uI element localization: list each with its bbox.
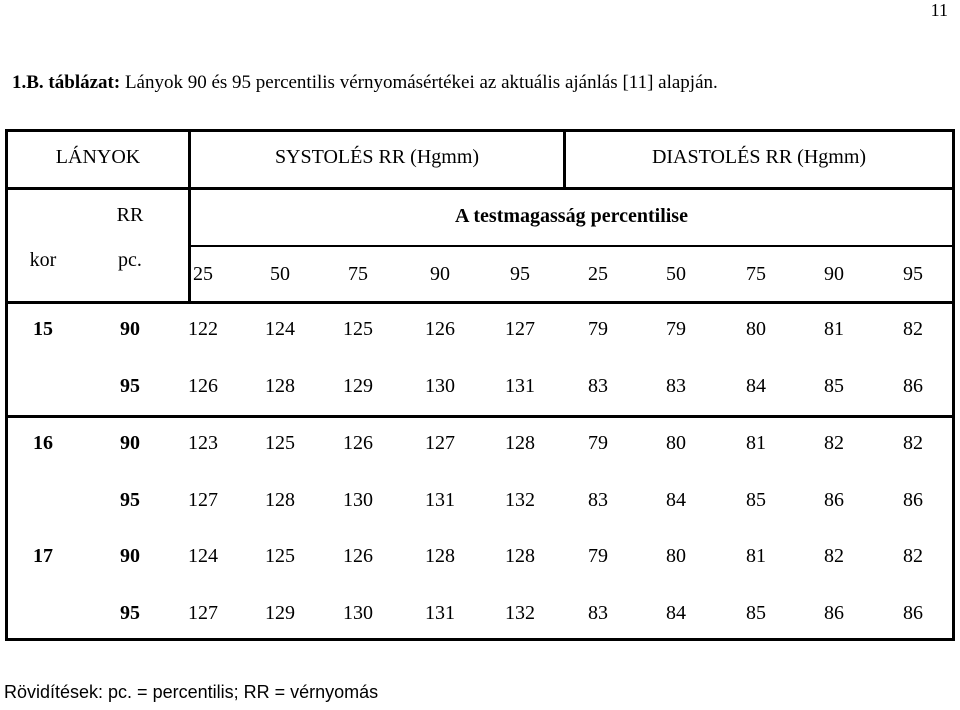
diastolic-value-cell: 79 [666,318,686,340]
systolic-value-cell: 129 [343,375,373,397]
rule-below-header [8,301,952,304]
systolic-value-cell: 125 [343,318,373,340]
systolic-value-cell: 131 [505,375,535,397]
systolic-value-cell: 126 [343,432,373,454]
page-number: 11 [930,0,948,20]
diastolic-value-cell: 80 [666,432,686,454]
rule-below-percentile-header [188,245,952,247]
percentile-cell: 95 [120,489,140,511]
systolic-value-cell: 126 [343,545,373,567]
diastolic-value-cell: 85 [746,602,766,624]
height-percentile-header: A testmagasság percentilise [455,205,688,227]
height-percentile-cell: 75 [746,263,766,285]
systolic-value-cell: 128 [505,432,535,454]
systolic-value-cell: 128 [425,545,455,567]
diastolic-value-cell: 86 [903,489,923,511]
age-cell: 15 [33,318,53,340]
age-label: kor [29,249,57,271]
systolic-value-cell: 126 [188,375,218,397]
height-percentile-cell: 95 [510,263,530,285]
height-percentile-cell: 95 [903,263,923,285]
diastolic-header: DIASTOLÉS RR (Hgmm) [651,146,867,168]
systolic-value-cell: 128 [505,545,535,567]
age-cell: 16 [33,432,53,454]
age-cell: 17 [33,545,53,567]
diastolic-value-cell: 83 [666,375,686,397]
diastolic-value-cell: 83 [588,375,608,397]
diastolic-value-cell: 81 [746,432,766,454]
systolic-value-cell: 124 [188,545,218,567]
footnote: Rövidítések: pc. = percentilis; RR = vérnyomás [4,682,379,702]
diastolic-value-cell: 83 [588,602,608,624]
percentile-cell: 90 [120,545,140,567]
height-percentile-cell: 90 [824,263,844,285]
systolic-value-cell: 122 [188,318,218,340]
percentile-cell: 95 [120,602,140,624]
diastolic-value-cell: 82 [903,545,923,567]
rule-below-title-row [8,187,952,190]
systolic-value-cell: 131 [425,489,455,511]
group-header: LÁNYOK [55,146,141,168]
systolic-value-cell: 125 [265,545,295,567]
diastolic-value-cell: 84 [746,375,766,397]
systolic-value-cell: 130 [343,602,373,624]
diastolic-value-cell: 82 [903,318,923,340]
height-percentile-cell: 75 [348,263,368,285]
systolic-value-cell: 124 [265,318,295,340]
table-caption [12,72,718,94]
systolic-value-cell: 123 [188,432,218,454]
systolic-value-cell: 127 [188,602,218,624]
height-percentile-cell: 50 [666,263,686,285]
diastolic-value-cell: 80 [666,545,686,567]
diastolic-value-cell: 85 [824,375,844,397]
diastolic-value-cell: 79 [588,545,608,567]
diastolic-value-cell: 82 [903,432,923,454]
blood-pressure-table [5,129,955,641]
diastolic-value-cell: 86 [824,602,844,624]
systolic-value-cell: 127 [188,489,218,511]
diastolic-value-cell: 82 [824,545,844,567]
diastolic-value-cell: 81 [824,318,844,340]
height-percentile-cell: 25 [588,263,608,285]
systolic-header: SYSTOLÉS RR (Hgmm) [274,146,480,168]
systolic-value-cell: 129 [265,602,295,624]
diastolic-value-cell: 86 [903,375,923,397]
systolic-value-cell: 132 [505,489,535,511]
height-percentile-cell: 90 [430,263,450,285]
systolic-value-cell: 125 [265,432,295,454]
systolic-value-cell: 131 [425,602,455,624]
percentile-cell: 95 [120,375,140,397]
percentile-cell: 90 [120,432,140,454]
diastolic-value-cell: 82 [824,432,844,454]
percentile-cell: 90 [120,318,140,340]
diastolic-value-cell: 80 [746,318,766,340]
diastolic-value-cell: 86 [824,489,844,511]
diastolic-value-cell: 79 [588,432,608,454]
diastolic-value-cell: 83 [588,489,608,511]
systolic-value-cell: 127 [505,318,535,340]
systolic-value-cell: 128 [265,375,295,397]
rr-label: RR [116,204,144,226]
height-percentile-cell: 25 [193,263,213,285]
rule-below-age-15 [8,415,952,418]
systolic-value-cell: 126 [425,318,455,340]
diastolic-value-cell: 81 [746,545,766,567]
diastolic-value-cell: 86 [903,602,923,624]
diastolic-value-cell: 84 [666,489,686,511]
caption-label: 1.B. táblázat: [12,72,121,93]
caption-text: Lányok 90 és 95 percentilis vérnyomásértékei az aktuális ajánlás [11] alapján. [120,72,718,93]
systolic-value-cell: 132 [505,602,535,624]
systolic-value-cell: 130 [425,375,455,397]
systolic-value-cell: 128 [265,489,295,511]
diastolic-value-cell: 85 [746,489,766,511]
systolic-value-cell: 130 [343,489,373,511]
diastolic-value-cell: 79 [588,318,608,340]
pc-label: pc. [118,249,142,271]
diastolic-value-cell: 84 [666,602,686,624]
systolic-value-cell: 127 [425,432,455,454]
height-percentile-cell: 50 [270,263,290,285]
